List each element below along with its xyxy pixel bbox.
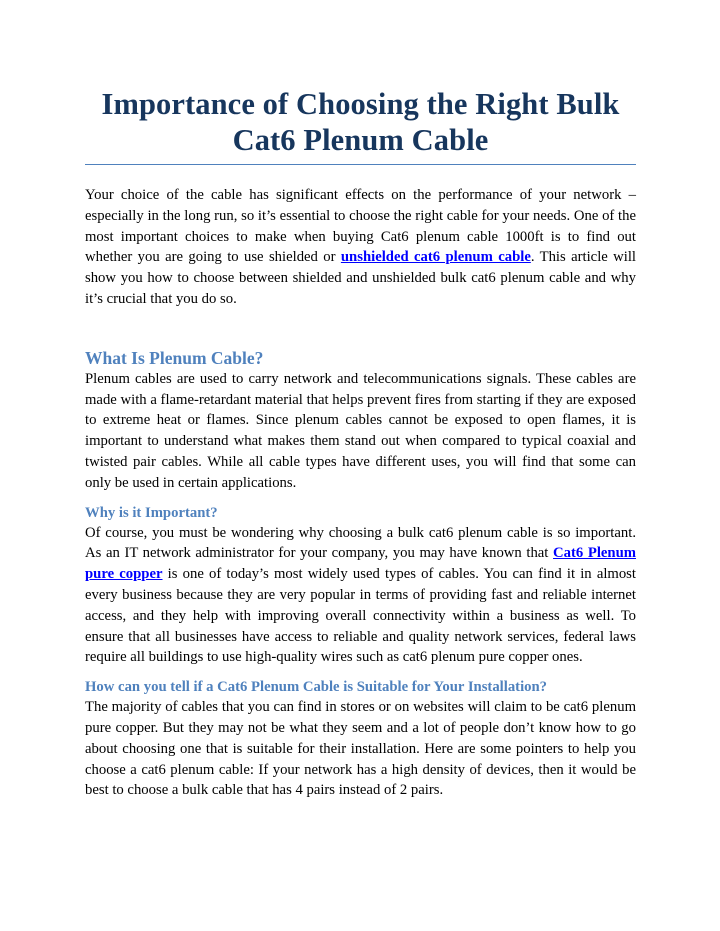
section-heading-what-is-plenum: What Is Plenum Cable? <box>85 347 264 368</box>
why-important-text-start: Of course, you must be wondering why choosing a bulk cat6 plenum cable is so important. As an IT network administrator for your company, you may have known that <box>85 524 636 562</box>
page-title: Importance of Choosing the Right Bulk Cat6 Plenum Cable <box>101 87 620 157</box>
section-body-suitability: The majority of cables that you can find in stores or on websites will claim to be cat6 plenum pure copper. But they may not be what they seem and a lot of people don’t know how to go about choosing one that is suitable for their installation. Here are some pointers to help you choose a cat6 plenum cable: If your network has a high density of devices, then it would be best to choose a bulk cable that has 4 pairs instead of 2 pairs. <box>85 699 636 799</box>
intro-text-end: . This article will show you how to choose between shielded and unshielded bulk cat6 plenum cable and why it’s crucial that you do so. <box>85 249 637 307</box>
section-heading-why-important: Why is it Important? <box>85 504 218 521</box>
section-heading-suitability: How can you tell if a Cat6 Plenum Cable is Suitable for Your Installation? <box>85 679 548 696</box>
document-page <box>85 0 636 801</box>
unshielded-cat6-plenum-cable-link[interactable]: unshielded cat6 plenum cable <box>340 249 531 266</box>
why-important-text-end: is one of today’s most widely used types of cables. You can find it in almost every business because they are very popular in terms of providing fast and reliable internet access, and they help with improving overall connectivity within a business as well. To ensure that all businesses have access to reliable and quality network services, federal laws require all buildings to use high-quality wires such as cat6 plenum pure copper ones. <box>85 566 636 666</box>
cat6-plenum-pure-copper-link[interactable]: Cat6 Plenum pure copper <box>85 545 636 583</box>
section-body-what-is-plenum: Plenum cables are used to carry network and telecommunications signals. These cables are made with a flame-retardant material that helps prevent fires from starting if they are exposed to extreme heat or flames. Since plenum cables cannot be exposed to open flames, it is important to understand what makes them stand out when compared to typical coaxial and twisted pair cables. While all cable types have different uses, you will find that some can only be used in certain applications. <box>85 370 636 491</box>
section-body-why-important <box>85 523 636 669</box>
intro-text-start: Your choice of the cable has significant effects on the performance of your network – especially in the long run, so it’s essential to choose the right cable for your needs. One of the most important choices to make when buying Cat6 plenum cable 1000ft is to find out whether you are going to use shielded or <box>85 187 636 266</box>
title-divider <box>85 164 636 165</box>
intro-paragraph <box>85 185 636 310</box>
